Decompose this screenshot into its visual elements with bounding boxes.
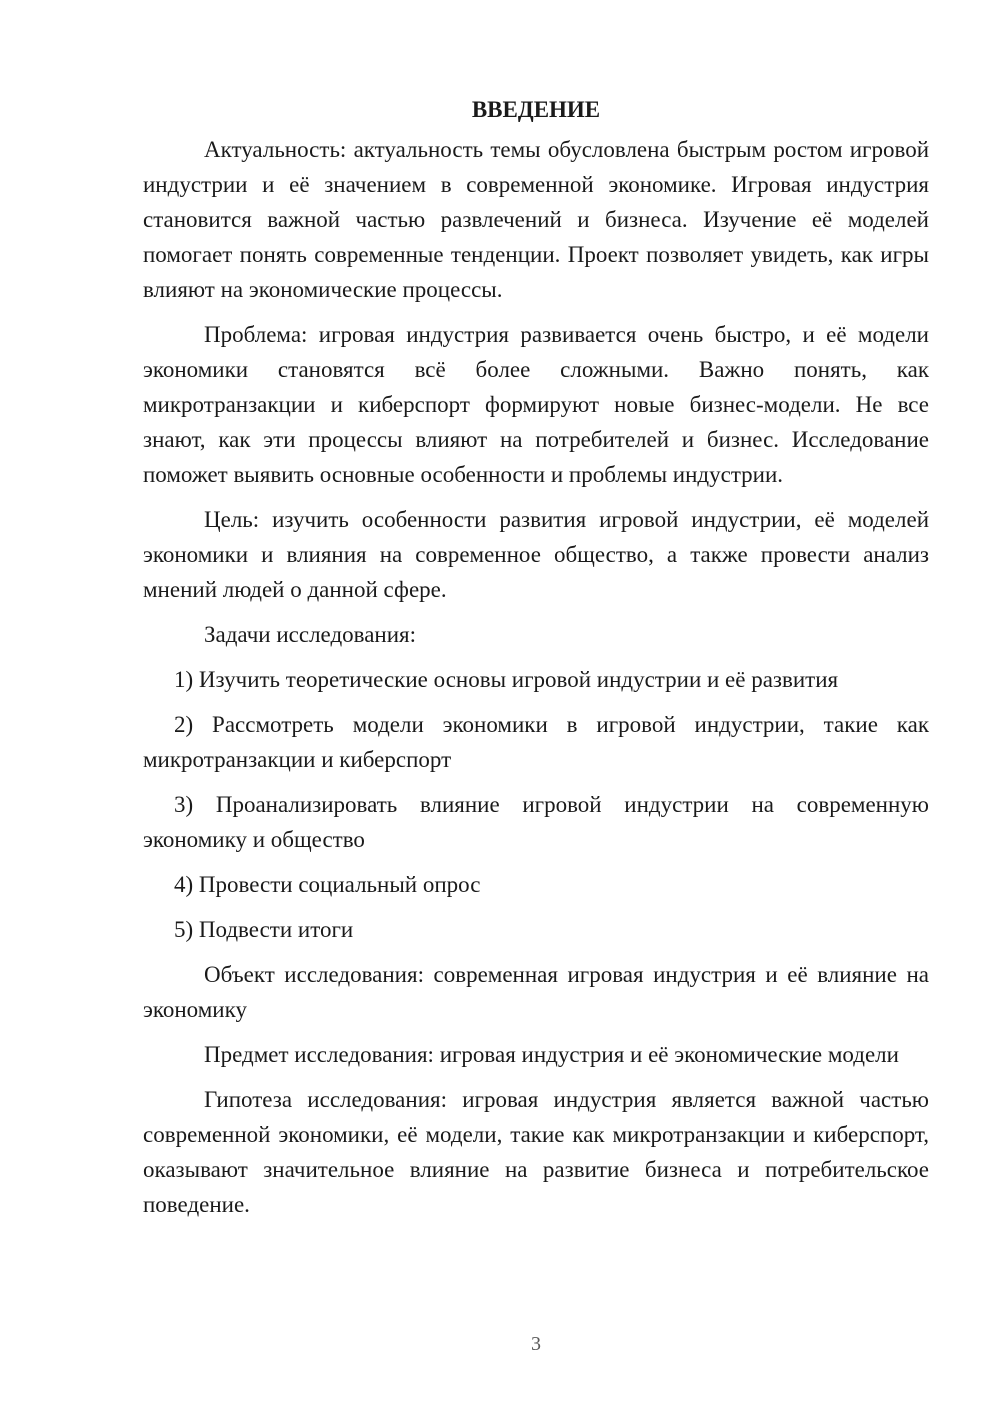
- task-item-1: 1) Изучить теоретические основы игровой индустрии и её развития: [174, 667, 839, 692]
- page-number: 3: [531, 1333, 541, 1355]
- task-item-2: 2) Рассмотреть модели экономики в игровой индустрии, такие как микротранзакции и киберспорт: [143, 712, 929, 772]
- section-heading: ВВЕДЕНИЕ: [471, 97, 601, 122]
- paragraph-relevance: Актуальность: актуальность темы обусловлена быстрым ростом игровой индустрии и её значением в современной экономике. Игровая индустрия становится важной частью развлечений и бизнеса. Изучение её моделей помогает понять современные тенденции. Проект позволяет увидеть, как игры влияют на экономические процессы.: [143, 137, 929, 302]
- page-content: [143, 92, 929, 1232]
- paragraph-problem: Проблема: игровая индустрия развивается очень быстро, и её модели экономики становятся всё более сложными. Важно понять, как микротранзакции и киберспорт формируют новые бизнес-модели. Не все знают, как эти процессы влияют на потребителей и бизнес. Исследование поможет выявить основные особенности и проблемы индустрии.: [143, 322, 929, 487]
- paragraph-object: Объект исследования: современная игровая индустрия и её влияние на экономику: [143, 962, 929, 1022]
- task-item-4: 4) Провести социальный опрос: [174, 872, 481, 897]
- paragraph-tasks-title: Задачи исследования:: [204, 622, 417, 647]
- paragraph-goal: Цель: изучить особенности развития игровой индустрии, её моделей экономики и влияния на современное общество, а также провести анализ мнений людей о данной сфере.: [143, 507, 929, 602]
- task-item-3: 3) Проанализировать влияние игровой индустрии на современную экономику и общество: [143, 792, 929, 852]
- task-item-5: 5) Подвести итоги: [174, 917, 354, 942]
- paragraph-subject: Предмет исследования: игровая индустрия и её экономические модели: [204, 1042, 899, 1067]
- paragraph-hypothesis: Гипотеза исследования: игровая индустрия является важной частью современной экономики, её модели, такие как микротранзакции и киберспорт, оказывают значительное влияние на развитие бизнеса и потребительское поведение.: [143, 1087, 929, 1217]
